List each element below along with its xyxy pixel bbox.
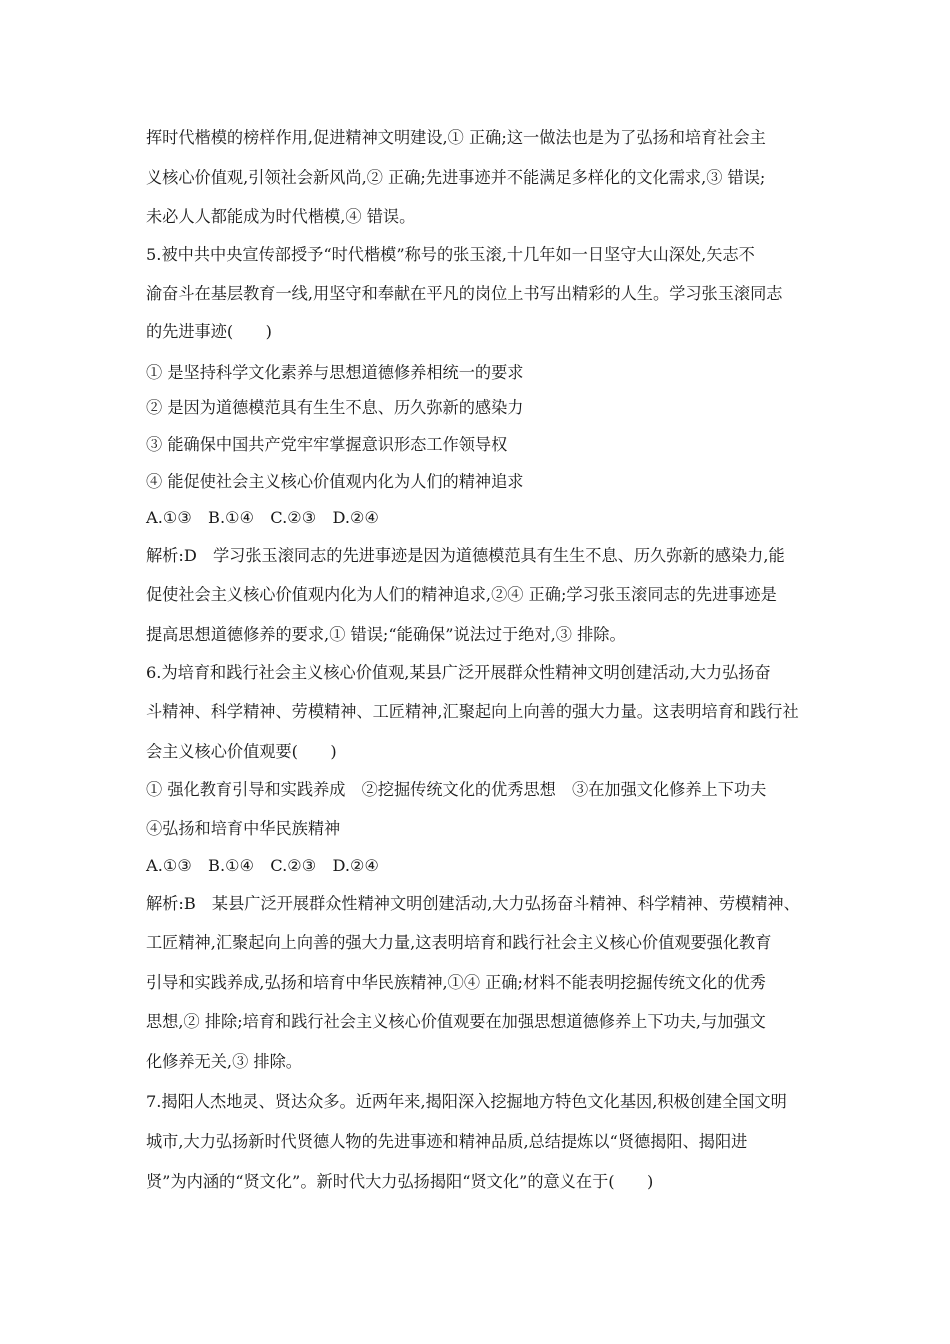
question-6-explanation: 解析:B 某县广泛开展群众性精神文明创建活动,大力弘扬奋斗精神、科学精神、劳模精神、 bbox=[146, 894, 800, 913]
question-6-explanation: 化修养无关,③ 排除。 bbox=[146, 1052, 302, 1071]
question-5-option: ② 是因为道德模范具有生生不息、历久弥新的感染力 bbox=[146, 398, 524, 417]
question-6-explanation: 工匠精神,汇聚起向上向善的强大力量,这表明培育和践行社会主义核心价值观要强化教育 bbox=[146, 933, 772, 952]
question-5-stem: 5.被中共中央宣传部授予“时代楷模”称号的张玉滚,十几年如一日坚守大山深处,矢志不 bbox=[146, 245, 755, 264]
question-5-option: ④ 能促使社会主义核心价值观内化为人们的精神追求 bbox=[146, 472, 524, 491]
question-6-stem: 6.为培育和践行社会主义核心价值观,某县广泛开展群众性精神文明创建活动,大力弘扬奋 bbox=[146, 663, 771, 682]
answer-explanation-line: 义核心价值观,引领社会新风尚,② 正确;先进事迹并不能满足多样化的文化需求,③ 错误; bbox=[146, 168, 766, 187]
question-5-choices: A.①③ B.①④ C.②③ D.②④ bbox=[146, 508, 380, 527]
question-5-explanation: 提高思想道德修养的要求,① 错误;“能确保”说法过于绝对,③ 排除。 bbox=[146, 625, 626, 644]
question-7-stem: 贤”为内涵的“贤文化”。新时代大力弘扬揭阳“贤文化”的意义在于( ) bbox=[146, 1172, 654, 1191]
question-7-stem: 城市,大力弘扬新时代贤德人物的先进事迹和精神品质,总结提炼以“贤德揭阳、揭阳进 bbox=[146, 1132, 748, 1151]
question-6-choices: A.①③ B.①④ C.②③ D.②④ bbox=[146, 856, 380, 875]
question-7-stem: 7.揭阳人杰地灵、贤达众多。近两年来,揭阳深入挖掘地方特色文化基因,积极创建全国文明 bbox=[146, 1092, 787, 1111]
answer-explanation-line: 未必人人都能成为时代楷模,④ 错误。 bbox=[146, 207, 416, 226]
question-6-explanation: 思想,② 排除;培育和践行社会主义核心价值观要在加强思想道德修养上下功夫,与加强文 bbox=[146, 1012, 766, 1031]
question-6-option: ① 强化教育引导和实践养成 ②挖掘传统文化的优秀思想 ③在加强文化修养上下功夫 bbox=[146, 780, 767, 799]
question-5-option: ① 是坚持科学文化素养与思想道德修养相统一的要求 bbox=[146, 363, 524, 382]
question-5-stem: 渝奋斗在基层教育一线,用坚守和奉献在平凡的岗位上书写出精彩的人生。学习张玉滚同志 bbox=[146, 284, 783, 303]
question-6-option: ④弘扬和培育中华民族精神 bbox=[146, 819, 341, 838]
question-6-stem: 斗精神、科学精神、劳模精神、工匠精神,汇聚起向上向善的强大力量。这表明培育和践行社 bbox=[146, 702, 799, 721]
question-6-explanation: 引导和实践养成,弘扬和培育中华民族精神,①④ 正确;材料不能表明挖掘传统文化的优秀 bbox=[146, 973, 766, 992]
question-5-explanation: 解析:D 学习张玉滚同志的先进事迹是因为道德模范具有生生不息、历久弥新的感染力,能 bbox=[146, 546, 785, 565]
answer-explanation-line: 挥时代楷模的榜样作用,促进精神文明建设,① 正确;这一做法也是为了弘扬和培育社会主 bbox=[146, 128, 766, 147]
question-5-option: ③ 能确保中国共产党牢牢掌握意识形态工作领导权 bbox=[146, 435, 508, 454]
question-5-stem: 的先进事迹( ) bbox=[146, 322, 272, 341]
question-5-explanation: 促使社会主义核心价值观内化为人们的精神追求,②④ 正确;学习张玉滚同志的先进事迹是 bbox=[146, 585, 777, 604]
question-6-stem: 会主义核心价值观要( ) bbox=[146, 742, 337, 761]
